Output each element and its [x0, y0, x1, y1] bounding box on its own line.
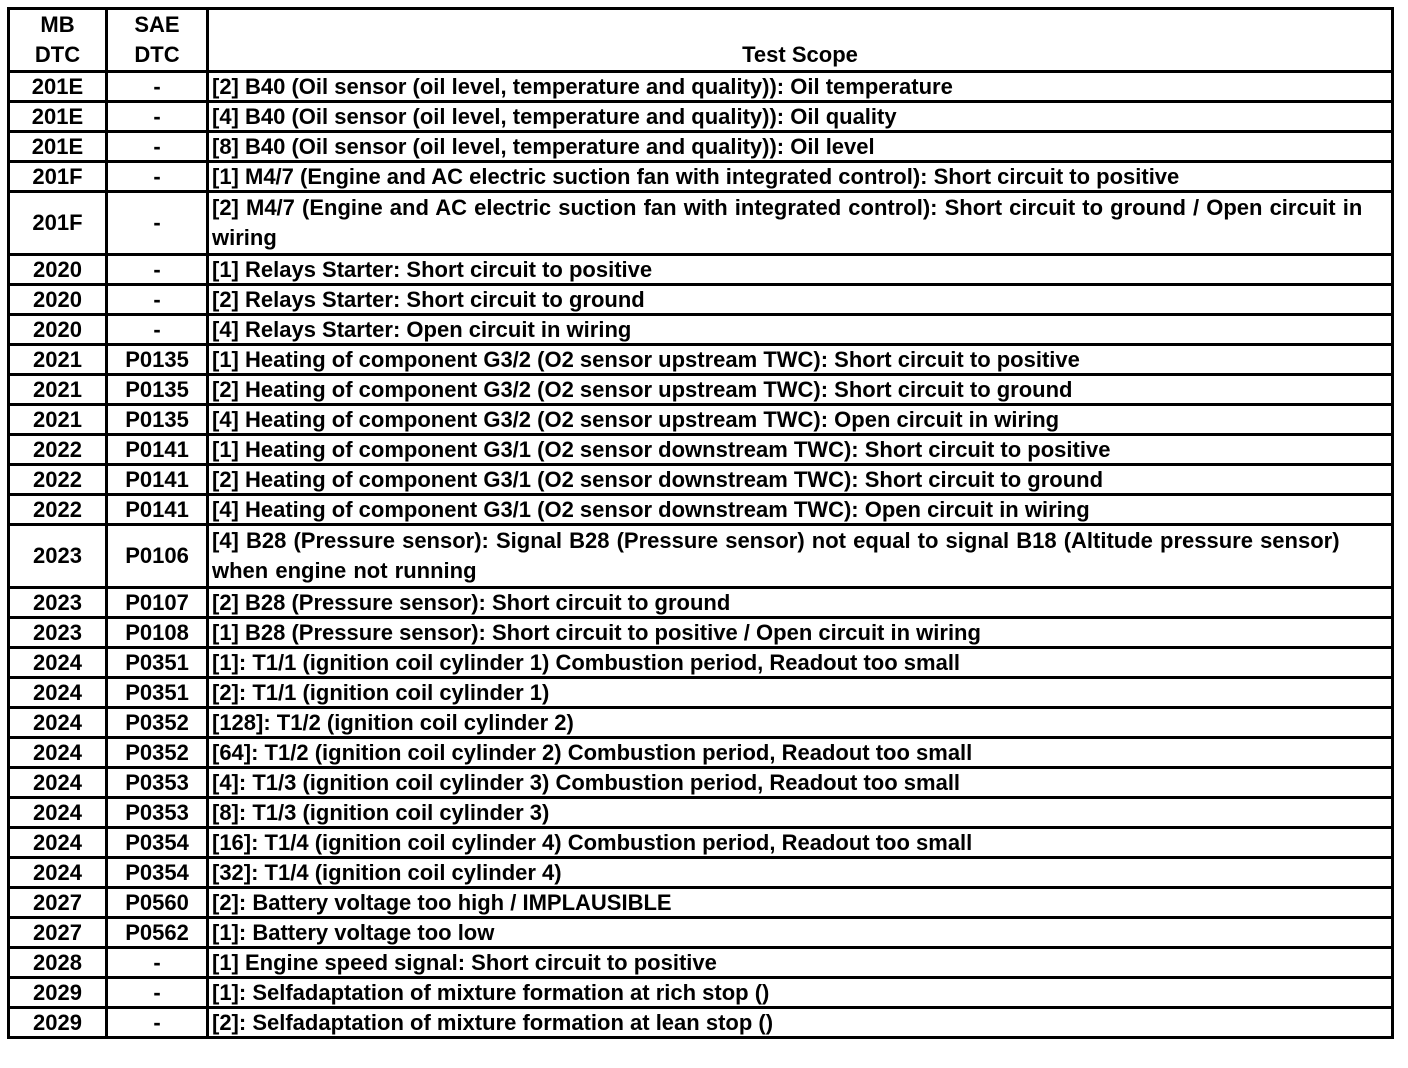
sae-dtc-cell: -	[107, 1008, 208, 1038]
mb-dtc-cell: 2023	[9, 618, 107, 648]
test-scope-cell: [1] M4/7 (Engine and AC electric suction fan with integrated control): Short circuit to positive	[208, 162, 1393, 192]
test-scope-cell: [1] Heating of component G3/1 (O2 sensor downstream TWC): Short circuit to positive	[208, 435, 1393, 465]
mb-dtc-cell: 2024	[9, 708, 107, 738]
mb-dtc-cell: 2024	[9, 828, 107, 858]
sae-dtc-cell: P0107	[107, 588, 208, 618]
mb-dtc-cell: 2027	[9, 918, 107, 948]
table-row	[9, 618, 1393, 648]
test-scope-cell: [4] B40 (Oil sensor (oil level, temperature and quality)): Oil quality	[208, 102, 1393, 132]
sae-dtc-cell: P0135	[107, 405, 208, 435]
table-row	[9, 738, 1393, 768]
test-scope-cell: [2] Heating of component G3/1 (O2 sensor downstream TWC): Short circuit to ground	[208, 465, 1393, 495]
table-row	[9, 375, 1393, 405]
test-scope-cell: [4]: T1/3 (ignition coil cylinder 3) Combustion period, Readout too small	[208, 768, 1393, 798]
header-mb-dtc-line1: MB	[40, 12, 75, 37]
test-scope-cell: [1]: Battery voltage too low	[208, 918, 1393, 948]
mb-dtc-cell: 2022	[9, 495, 107, 525]
mb-dtc-cell: 2021	[9, 345, 107, 375]
table-row	[9, 102, 1393, 132]
test-scope-cell: [1] Engine speed signal: Short circuit to positive	[208, 948, 1393, 978]
header-row	[9, 9, 1393, 72]
sae-dtc-cell: P0106	[107, 525, 208, 588]
table-row	[9, 918, 1393, 948]
test-scope-cell: [32]: T1/4 (ignition coil cylinder 4)	[208, 858, 1393, 888]
dtc-table	[7, 7, 1394, 1039]
sae-dtc-cell: -	[107, 315, 208, 345]
table-row	[9, 525, 1393, 588]
sae-dtc-cell: P0351	[107, 678, 208, 708]
test-scope-cell: [4] Heating of component G3/1 (O2 sensor downstream TWC): Open circuit in wiring	[208, 495, 1393, 525]
test-scope-cell: [2] Relays Starter: Short circuit to ground	[208, 285, 1393, 315]
mb-dtc-cell: 2024	[9, 678, 107, 708]
mb-dtc-cell: 2020	[9, 315, 107, 345]
mb-dtc-cell: 2021	[9, 375, 107, 405]
sae-dtc-cell: P0353	[107, 768, 208, 798]
sae-dtc-cell: P0135	[107, 375, 208, 405]
mb-dtc-cell: 2022	[9, 465, 107, 495]
mb-dtc-cell: 2021	[9, 405, 107, 435]
test-scope-cell: [2] B40 (Oil sensor (oil level, temperature and quality)): Oil temperature	[208, 72, 1393, 102]
test-scope-cell: [4] Relays Starter: Open circuit in wiring	[208, 315, 1393, 345]
test-scope-cell: [2]: Battery voltage too high / IMPLAUSIBLE	[208, 888, 1393, 918]
mb-dtc-cell: 2027	[9, 888, 107, 918]
mb-dtc-cell: 2024	[9, 768, 107, 798]
sae-dtc-cell: -	[107, 102, 208, 132]
mb-dtc-cell: 2024	[9, 648, 107, 678]
mb-dtc-cell: 201E	[9, 102, 107, 132]
mb-dtc-cell: 2028	[9, 948, 107, 978]
mb-dtc-cell: 201E	[9, 72, 107, 102]
sae-dtc-cell: P0141	[107, 465, 208, 495]
table-row	[9, 72, 1393, 102]
sae-dtc-cell: P0141	[107, 435, 208, 465]
mb-dtc-cell: 2029	[9, 1008, 107, 1038]
header-test-scope: Test Scope	[208, 9, 1393, 72]
table-row	[9, 648, 1393, 678]
test-scope-cell: [8] B40 (Oil sensor (oil level, temperature and quality)): Oil level	[208, 132, 1393, 162]
mb-dtc-cell: 201F	[9, 162, 107, 192]
header-sae-dtc-line1: SAE	[134, 12, 180, 37]
table-row	[9, 405, 1393, 435]
sae-dtc-cell: -	[107, 132, 208, 162]
table-row	[9, 798, 1393, 828]
header-mb-dtc	[9, 9, 107, 72]
test-scope-cell: [2]: Selfadaptation of mixture formation at lean stop ()	[208, 1008, 1393, 1038]
table-row	[9, 162, 1393, 192]
table-row	[9, 768, 1393, 798]
sae-dtc-cell: P0562	[107, 918, 208, 948]
sae-dtc-cell: -	[107, 72, 208, 102]
table-row	[9, 285, 1393, 315]
table-body	[9, 72, 1393, 1038]
test-scope-cell: [2]: T1/1 (ignition coil cylinder 1)	[208, 678, 1393, 708]
table-row	[9, 858, 1393, 888]
sae-dtc-cell: -	[107, 285, 208, 315]
mb-dtc-cell: 2024	[9, 798, 107, 828]
test-scope-cell: [16]: T1/4 (ignition coil cylinder 4) Combustion period, Readout too small	[208, 828, 1393, 858]
mb-dtc-cell: 201E	[9, 132, 107, 162]
table-row	[9, 132, 1393, 162]
table-row	[9, 828, 1393, 858]
mb-dtc-cell: 201F	[9, 192, 107, 255]
table-row	[9, 1008, 1393, 1038]
sae-dtc-cell: -	[107, 978, 208, 1008]
table-row	[9, 978, 1393, 1008]
table-row	[9, 255, 1393, 285]
sae-dtc-cell: P0560	[107, 888, 208, 918]
mb-dtc-cell: 2020	[9, 255, 107, 285]
mb-dtc-cell: 2024	[9, 858, 107, 888]
mb-dtc-cell: 2024	[9, 738, 107, 768]
sae-dtc-cell: P0352	[107, 708, 208, 738]
table-row	[9, 345, 1393, 375]
test-scope-cell: [4] Heating of component G3/2 (O2 sensor upstream TWC): Open circuit in wiring	[208, 405, 1393, 435]
table-row	[9, 888, 1393, 918]
test-scope-cell: [2] M4/7 (Engine and AC electric suction fan with integrated control): Short circuit to ground / Open circuit in wiring	[208, 192, 1393, 255]
sae-dtc-cell: P0135	[107, 345, 208, 375]
mb-dtc-cell: 2023	[9, 588, 107, 618]
sae-dtc-cell: P0352	[107, 738, 208, 768]
test-scope-cell: [2] B28 (Pressure sensor): Short circuit to ground	[208, 588, 1393, 618]
table-row	[9, 495, 1393, 525]
mb-dtc-cell: 2029	[9, 978, 107, 1008]
test-scope-cell: [128]: T1/2 (ignition coil cylinder 2)	[208, 708, 1393, 738]
sae-dtc-cell: -	[107, 192, 208, 255]
sae-dtc-cell: P0354	[107, 828, 208, 858]
table-row	[9, 465, 1393, 495]
sae-dtc-cell: -	[107, 162, 208, 192]
sae-dtc-cell: P0108	[107, 618, 208, 648]
test-scope-cell: [4] B28 (Pressure sensor): Signal B28 (Pressure sensor) not equal to signal B18 (Altitude pressure sensor) when engine not running	[208, 525, 1393, 588]
sae-dtc-cell: -	[107, 948, 208, 978]
sae-dtc-cell: P0351	[107, 648, 208, 678]
mb-dtc-cell: 2023	[9, 525, 107, 588]
sae-dtc-cell: P0141	[107, 495, 208, 525]
table-row	[9, 948, 1393, 978]
test-scope-cell: [64]: T1/2 (ignition coil cylinder 2) Combustion period, Readout too small	[208, 738, 1393, 768]
test-scope-cell: [8]: T1/3 (ignition coil cylinder 3)	[208, 798, 1393, 828]
header-sae-dtc-line2: DTC	[134, 42, 180, 67]
sae-dtc-cell: P0353	[107, 798, 208, 828]
test-scope-cell: [1] Heating of component G3/2 (O2 sensor upstream TWC): Short circuit to positive	[208, 345, 1393, 375]
test-scope-cell: [1]: Selfadaptation of mixture formation at rich stop ()	[208, 978, 1393, 1008]
test-scope-cell: [2] Heating of component G3/2 (O2 sensor upstream TWC): Short circuit to ground	[208, 375, 1393, 405]
table-row	[9, 315, 1393, 345]
table-row	[9, 678, 1393, 708]
table-header	[9, 9, 1393, 72]
mb-dtc-cell: 2020	[9, 285, 107, 315]
table-row	[9, 192, 1393, 255]
table-row	[9, 435, 1393, 465]
mb-dtc-cell: 2022	[9, 435, 107, 465]
sae-dtc-cell: -	[107, 255, 208, 285]
test-scope-cell: [1]: T1/1 (ignition coil cylinder 1) Combustion period, Readout too small	[208, 648, 1393, 678]
table-row	[9, 708, 1393, 738]
table-row	[9, 588, 1393, 618]
test-scope-cell: [1] B28 (Pressure sensor): Short circuit to positive / Open circuit in wiring	[208, 618, 1393, 648]
test-scope-cell: [1] Relays Starter: Short circuit to positive	[208, 255, 1393, 285]
header-mb-dtc-line2: DTC	[34, 42, 81, 67]
header-sae-dtc	[107, 9, 208, 72]
sae-dtc-cell: P0354	[107, 858, 208, 888]
